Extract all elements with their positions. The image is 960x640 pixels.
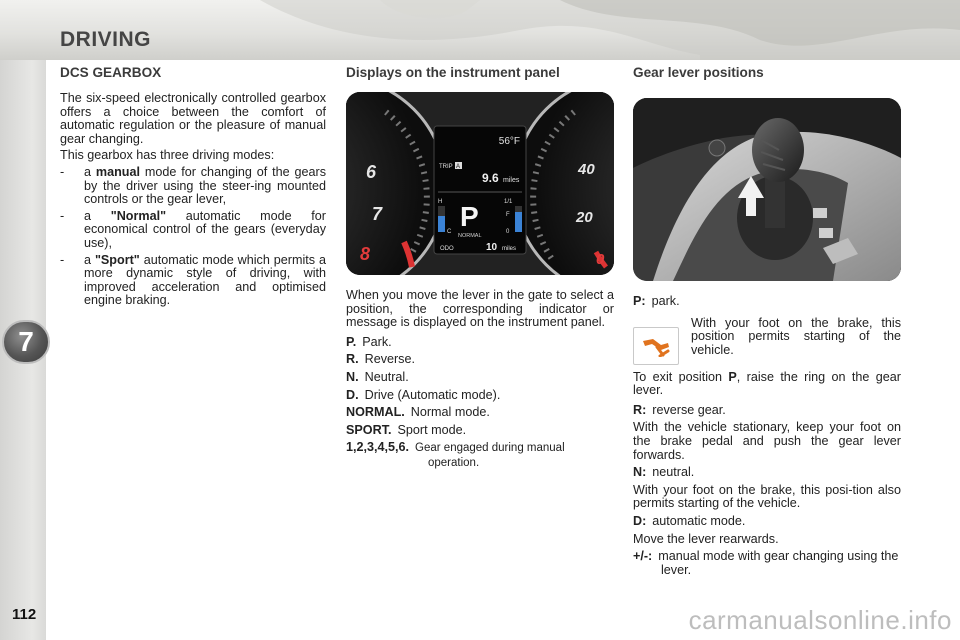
mode-text: automatic mode which permits a more dynamic style of driving, with improved acceleration and optimised engine braking. xyxy=(84,252,326,308)
display-item-n xyxy=(346,371,614,385)
mode-text: automatic mode for economical control of the gears (everyday use), xyxy=(84,208,326,250)
column-instrument-displays xyxy=(346,66,614,475)
mode-item-normal xyxy=(60,210,326,251)
item-term: +/-: xyxy=(633,549,653,564)
mode-item-manual xyxy=(60,166,326,207)
item-term: P. xyxy=(346,334,357,349)
page-number: 112 xyxy=(12,606,37,623)
modes-intro: This gearbox has three driving modes: xyxy=(60,148,275,163)
item-text: Neutral. xyxy=(364,369,409,384)
item-text: Gear engaged during manual operation. xyxy=(415,442,565,469)
item-text: Normal mode. xyxy=(410,405,490,420)
item-term: N. xyxy=(346,369,359,384)
cluster-trip-letter: A xyxy=(456,164,461,170)
item-term: D: xyxy=(633,513,647,528)
item-term: R. xyxy=(346,352,359,367)
mode-term: manual xyxy=(95,164,140,179)
exit-term: P xyxy=(728,369,737,384)
tacho-6: 6 xyxy=(366,162,377,182)
reverse-note: With the vehicle stationary, keep your foot on the brake pedal and push the gear lever forwards. xyxy=(633,420,901,462)
instrument-cluster-illustration xyxy=(346,92,614,275)
brake-warning xyxy=(633,317,901,365)
display-item-gears xyxy=(346,441,614,470)
lever-item-d xyxy=(633,515,901,529)
cluster-mode: NORMAL xyxy=(458,233,482,239)
item-text: Park. xyxy=(362,334,392,349)
item-text: Drive (Automatic mode). xyxy=(364,387,501,402)
item-term: 1,2,3,4,5,6. xyxy=(346,440,410,455)
exit-park-paragraph xyxy=(633,371,901,398)
speedo-40: 40 xyxy=(578,161,595,178)
page-header xyxy=(0,0,960,60)
item-term: NORMAL. xyxy=(346,405,405,420)
mode-term: "Sport" xyxy=(94,252,140,267)
mode-prefix: a xyxy=(84,208,111,223)
cluster-gear-index: 1/1 xyxy=(504,199,513,205)
section-heading-dcs: DCS GEARBOX xyxy=(60,65,162,80)
drive-note: Move the lever rearwards. xyxy=(633,531,779,546)
cluster-trip-value: 9.6 xyxy=(482,171,499,185)
lever-item-p xyxy=(633,295,901,309)
page-title: DRIVING xyxy=(60,28,152,51)
item-text: manual mode with gear changing using the lever. xyxy=(658,549,899,577)
speedo-0: 0 xyxy=(596,251,605,268)
cluster-trip-unit: miles xyxy=(503,177,520,184)
item-text: Reverse. xyxy=(364,352,415,367)
bullet-dash: - xyxy=(60,252,65,267)
cluster-fuel-c: C xyxy=(447,229,452,235)
display-item-p xyxy=(346,336,614,350)
cluster-fuel-0: 0 xyxy=(506,229,510,235)
exit-pre: To exit position xyxy=(633,369,729,384)
display-item-normal xyxy=(346,406,614,420)
display-item-r xyxy=(346,353,614,367)
displays-intro: When you move the lever in the gate to select a position, the corresponding indicator or message is displayed on the instrument panel. xyxy=(346,288,614,330)
item-term: N: xyxy=(633,465,647,480)
tacho-8: 8 xyxy=(360,244,371,264)
gear-lever-photo xyxy=(633,98,901,281)
gear-lever-illustration xyxy=(633,98,901,281)
item-text: neutral. xyxy=(652,465,695,480)
tacho-7: 7 xyxy=(372,204,383,224)
item-text: park. xyxy=(651,294,680,308)
watermark: carmanualsonline.info xyxy=(688,605,952,635)
item-term: SPORT. xyxy=(346,422,392,437)
mode-prefix: a xyxy=(84,164,96,179)
mode-text: mode for changing of the gears by the driver using the steer-ing mounted controls or the gear lever, xyxy=(84,164,326,207)
speedo-20: 20 xyxy=(576,209,593,226)
item-text: reverse gear. xyxy=(652,402,726,417)
cluster-odo-unit: miles xyxy=(502,246,517,252)
lever-item-manual xyxy=(633,550,901,577)
intro-paragraph: The six-speed electronically controlled gearbox offers a choice between the comfort of automatic regulation or the pleasure of manual gear changing. xyxy=(60,91,326,146)
cluster-fuel-f: F xyxy=(506,212,510,218)
item-text: automatic mode. xyxy=(652,513,746,528)
cluster-odo-value: 10 xyxy=(486,242,498,253)
display-item-sport xyxy=(346,424,614,438)
bullet-dash: - xyxy=(60,208,65,223)
brake-warning-text: With your foot on the brake, this position permits starting of the vehicle. xyxy=(691,315,901,357)
cluster-temp: 56°F xyxy=(498,136,520,147)
column-gear-lever xyxy=(633,66,901,581)
instrument-cluster-photo xyxy=(346,92,614,275)
mode-item-sport xyxy=(60,254,326,308)
item-term: R: xyxy=(633,402,647,417)
cluster-fuel-h: H xyxy=(438,199,443,205)
mode-term: "Normal" xyxy=(110,208,167,223)
cluster-gear: P xyxy=(460,201,479,232)
item-term: D. xyxy=(346,387,359,402)
cluster-odo-label: ODO xyxy=(440,246,454,252)
lever-item-r xyxy=(633,404,901,418)
bullet-dash: - xyxy=(60,164,65,179)
display-item-d xyxy=(346,389,614,403)
cluster-trip-label: TRIP xyxy=(439,164,453,170)
item-text: Sport mode. xyxy=(397,422,467,437)
foot-on-brake-icon xyxy=(633,327,679,365)
chapter-tab: 7 xyxy=(2,320,50,364)
item-term: P: xyxy=(633,294,646,308)
column-dcs-gearbox xyxy=(60,66,326,311)
lever-item-n xyxy=(633,466,901,480)
mode-prefix: a xyxy=(84,252,95,267)
exit-post: , raise the ring on the gear lever. xyxy=(633,369,901,398)
section-heading-displays: Displays on the instrument panel xyxy=(346,65,560,80)
neutral-note: With your foot on the brake, this posi-tion also permits starting of the vehicle. xyxy=(633,482,901,511)
section-heading-lever: Gear lever positions xyxy=(633,65,764,80)
